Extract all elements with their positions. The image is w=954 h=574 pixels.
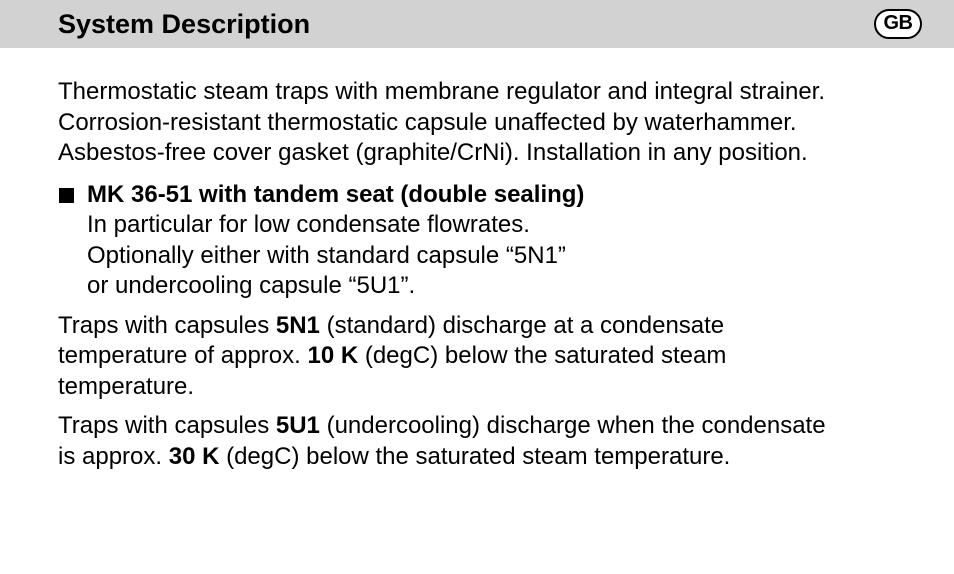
capsule-5n1-text: Traps with capsules bbox=[58, 311, 276, 339]
capsule-5n1-text: (degC) below the saturated steam bbox=[358, 342, 727, 369]
intro-paragraph bbox=[58, 77, 938, 169]
capsule-5n1-line-3: temperature. bbox=[58, 372, 195, 400]
bullet-line-3: or undercooling capsule “5U1”. bbox=[87, 272, 416, 299]
capsule-5u1-paragraph bbox=[58, 411, 938, 472]
capsule-5u1-text: (undercooling) discharge when the condensate bbox=[319, 412, 826, 439]
intro-line-3: Asbestos-free cover gasket (graphite/CrNi). Installation in any position. bbox=[58, 139, 808, 166]
bullet-heading: MK 36-51 with tandem seat (double sealing) bbox=[87, 180, 585, 208]
header-bar bbox=[0, 0, 954, 48]
description-content bbox=[58, 77, 938, 472]
page-title: System Description bbox=[58, 9, 311, 39]
capsule-5u1-temperature-value: 30 K bbox=[168, 442, 220, 470]
square-bullet-icon bbox=[59, 188, 74, 203]
capsule-5n1-temperature-value: 10 K bbox=[307, 342, 359, 369]
language-badge: GB bbox=[874, 9, 922, 39]
capsule-5n1-code: 5N1 bbox=[275, 311, 320, 339]
bullet-item-mk-36-51 bbox=[58, 180, 938, 302]
capsule-5n1-line-1 bbox=[58, 311, 938, 342]
capsule-5n1-line-2 bbox=[58, 341, 938, 372]
capsule-5u1-code: 5U1 bbox=[275, 412, 320, 439]
capsule-5n1-paragraph bbox=[58, 311, 938, 403]
capsule-5u1-line-2 bbox=[58, 442, 938, 473]
capsule-5u1-line-1 bbox=[58, 411, 938, 442]
capsule-5u1-text: Traps with capsules bbox=[58, 412, 276, 439]
intro-line-1: Thermostatic steam traps with membrane regulator and integral strainer. bbox=[58, 78, 826, 105]
bullet-line-2: Optionally either with standard capsule “5N1” bbox=[87, 241, 566, 269]
capsule-5n1-text: temperature of approx. bbox=[58, 342, 308, 369]
bullet-line-1: In particular for low condensate flowrates. bbox=[87, 211, 530, 238]
capsule-5u1-text: is approx. bbox=[58, 442, 169, 470]
capsule-5n1-text: (standard) discharge at a condensate bbox=[319, 311, 725, 339]
capsule-5u1-text: (degC) below the saturated steam temperature. bbox=[219, 442, 731, 470]
intro-line-2: Corrosion-resistant thermostatic capsule unaffected by waterhammer. bbox=[58, 108, 797, 136]
